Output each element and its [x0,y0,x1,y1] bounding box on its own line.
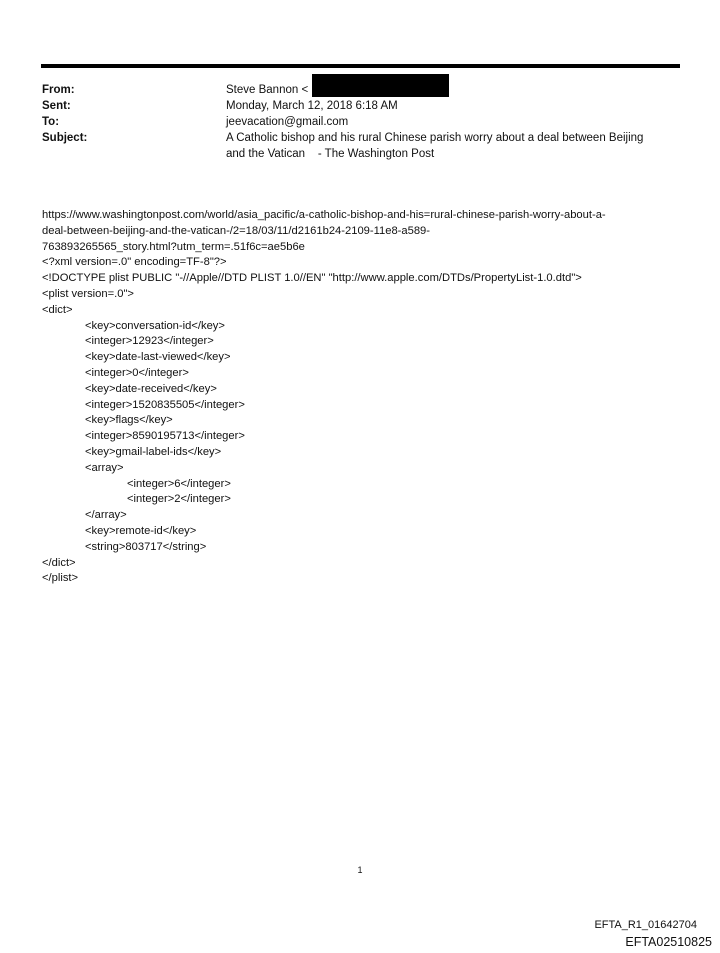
plist-line: <integer>6</integer> [127,477,231,490]
sent-value: Monday, March 12, 2018 6:18 AM [226,100,398,112]
plist-line: <key>flags</key> [85,414,173,427]
plist-line: <key>remote-id</key> [85,524,197,537]
redaction-block [312,74,449,97]
plist-line: <integer>8590195713</integer> [85,430,245,443]
url-line: deal-between-beijing-and-the-vatican-/2=18/03/11/d2161b24-2109-11e8-a589- [42,224,431,237]
to-row [42,114,672,130]
from-value: Steve Bannon < [226,84,309,96]
plist-line: <array> [85,461,124,474]
plist-line: <string>803717</string> [85,540,207,553]
dict-open: <dict> [42,303,73,316]
sent-label: Sent: [42,100,71,112]
from-label: From: [42,84,75,96]
plist-line: <key>date-received</key> [85,382,217,395]
page-number: 1 [357,865,363,875]
plist-line: <integer>2</integer> [127,493,231,506]
plist-line: <integer>12923</integer> [85,335,214,348]
plist-line: <key>gmail-label-ids</key> [85,445,222,458]
plist-line: <integer>0</integer> [85,366,189,379]
subject-label: Subject: [42,132,88,144]
subject-line-2: and the Vatican - The Washington Post [226,148,435,160]
to-value: jeevacation@gmail.com [226,116,349,128]
email-body [42,208,672,587]
plist-line: <integer>1520835505</integer> [85,398,245,411]
plist-line: </array> [85,509,127,522]
plist-close: </plist> [42,572,79,585]
sent-row [42,98,672,114]
plist-open: <plist version=.0"> [42,287,134,300]
email-header [42,82,672,162]
xml-declaration: <?xml version=.0" encoding=TF-8"?> [42,256,227,269]
subject-row [42,130,672,162]
to-label: To: [42,116,60,128]
from-row [42,82,672,98]
url-line: 763893265565_story.html?utm_term=.51f6c=ae5b6e [42,240,305,253]
plist-line: <key>date-last-viewed</key> [85,351,231,364]
subject-line-1: A Catholic bishop and his rural Chinese parish worry about a deal between Beijing [226,132,644,144]
efta-id-primary: EFTA_R1_01642704 [594,919,697,931]
header-rule [41,64,680,68]
doctype-line: <!DOCTYPE plist PUBLIC "-//Apple//DTD PLIST 1.0//EN" "http://www.apple.com/DTDs/PropertyList-1.0.dtd"> [42,272,582,285]
efta-id-secondary: EFTA02510825 [625,935,712,949]
dict-close: </dict> [42,556,76,569]
url-line: https://www.washingtonpost.com/world/asia_pacific/a-catholic-bishop-and-his=rural-chinese-parish-worry-about-a- [42,209,606,221]
plist-line: <key>conversation-id</key> [85,319,225,332]
